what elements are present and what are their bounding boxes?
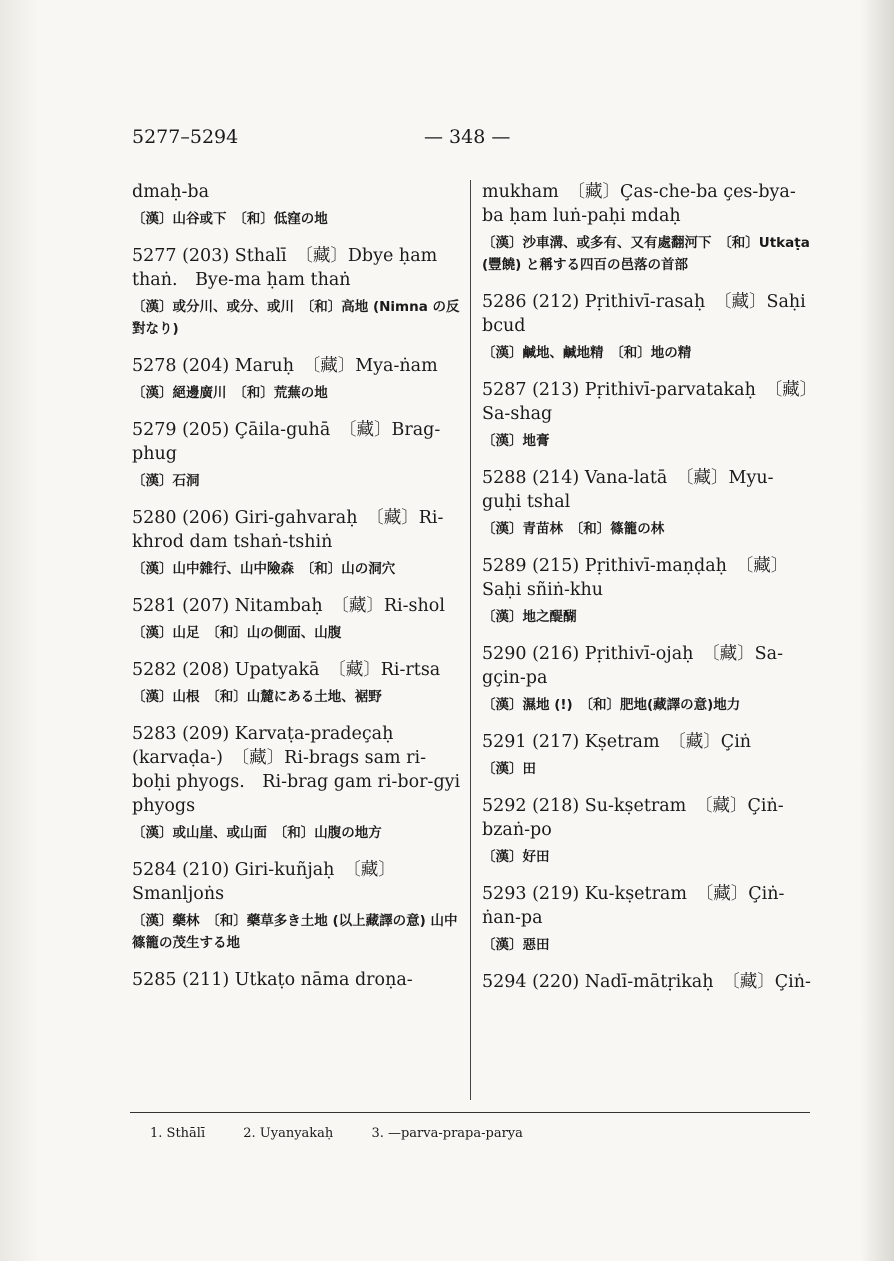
dictionary-entry — [482, 466, 812, 540]
entry-translation: 〔漢〕惡田 — [482, 937, 550, 953]
entry-gap — [482, 364, 812, 378]
entry-gap — [482, 628, 812, 642]
dictionary-entry — [482, 378, 812, 452]
footnote-2: 2. Uyanyakaḥ — [243, 1126, 334, 1141]
entry-headword: 5294 (220) Nadī-mātṛikaḥ 〔藏〕Çiṅ- — [482, 972, 811, 992]
entry-headword: 5291 (217) Kṣetram 〔藏〕Çiṅ — [482, 732, 752, 752]
entry-headword: 5288 (214) Vana-latā 〔藏〕Myu-guḥi tshal — [482, 468, 774, 512]
page-header — [132, 126, 812, 156]
entry-headword: 5293 (219) Ku-kṣetram 〔藏〕Çiṅ-ṅan-pa — [482, 884, 785, 928]
dictionary-entry — [132, 722, 462, 844]
entry-gap — [482, 780, 812, 794]
footnotes — [150, 1126, 810, 1141]
entry-gap — [482, 956, 812, 970]
dictionary-entry — [132, 968, 462, 992]
entry-gap — [482, 540, 812, 554]
entry-translation: 〔漢〕地之醍醐 — [482, 609, 577, 625]
dictionary-entry — [132, 354, 462, 404]
entry-translation: 〔漢〕青苗林 〔和〕篠籠の林 — [482, 521, 665, 537]
entry-translation: 〔漢〕藥林 〔和〕藥草多き土地 (以上藏譯の意) 山中篠籠の茂生する地 — [132, 913, 458, 951]
entry-gap — [482, 452, 812, 466]
entry-headword: 5292 (218) Su-kṣetram 〔藏〕Çiṅ-bzaṅ-po — [482, 796, 784, 840]
entry-headword: 5280 (206) Giri-gahvaraḥ 〔藏〕Ri-khrod dam tshaṅ-tshiṅ — [132, 508, 444, 552]
entry-headword: 5283 (209) Karvaṭa-pradeçaḥ (karvaḍa-) 〔藏〕Ri-brags sam ri-boḥi phyogs. Ri-brag gam ri-bor-gyi phyogs — [132, 724, 461, 816]
dictionary-entry — [132, 418, 462, 492]
dictionary-entry — [482, 730, 812, 780]
entry-gap — [482, 276, 812, 290]
entry-gap — [132, 954, 462, 968]
entry-translation: 〔漢〕或山崖、或山面 〔和〕山腹の地方 — [132, 825, 382, 841]
entry-range: 5277–5294 — [132, 126, 239, 148]
entry-gap — [482, 868, 812, 882]
entry-gap — [132, 404, 462, 418]
dictionary-entry — [482, 970, 812, 994]
dictionary-entry — [132, 180, 462, 230]
entry-gap — [132, 844, 462, 858]
entry-gap — [132, 230, 462, 244]
entry-gap — [132, 644, 462, 658]
entry-translation: 〔漢〕鹹地、鹹地精 〔和〕地の精 — [482, 345, 692, 361]
entry-headword: mukham 〔藏〕Ças-che-ba çes-bya-ba ḥam luṅ-paḥi mdaḥ — [482, 182, 796, 226]
entry-gap — [132, 492, 462, 506]
footnote-3: 3. —parva-prapa-parya — [371, 1126, 523, 1141]
entry-gap — [132, 340, 462, 354]
entry-translation: 〔漢〕好田 — [482, 849, 550, 865]
dictionary-entry — [132, 244, 462, 340]
entry-translation: 〔漢〕山根 〔和〕山麓にある土地、裾野 — [132, 689, 382, 705]
left-column — [132, 180, 462, 992]
dictionary-entry — [482, 554, 812, 628]
entry-headword: 5286 (212) Pṛithivī-rasaḥ 〔藏〕Saḥi bcud — [482, 292, 806, 336]
entry-headword: dmaḥ-ba — [132, 182, 210, 202]
column-divider — [470, 180, 471, 1100]
dictionary-entry — [132, 594, 462, 644]
right-column — [482, 180, 812, 994]
entry-headword: 5278 (204) Maruḥ 〔藏〕Mya-ṅam — [132, 356, 438, 376]
entry-translation: 〔漢〕沙車溝、或多有、又有處翻河下 〔和〕Utkaṭa (豐饒) と稱する四百の邑落の首部 — [482, 235, 810, 273]
entry-headword: 5282 (208) Upatyakā 〔藏〕Ri-rtsa — [132, 660, 441, 680]
entry-gap — [132, 580, 462, 594]
entry-translation: 〔漢〕田 — [482, 761, 536, 777]
dictionary-entry — [132, 506, 462, 580]
entry-translation: 〔漢〕或分川、或分、或川 〔和〕高地 (Nimna の反對なり) — [132, 299, 460, 337]
dictionary-entry — [132, 858, 462, 954]
page-number: — 348 — — [424, 126, 511, 148]
entry-headword: 5285 (211) Utkaṭo nāma droṇa- — [132, 970, 413, 990]
footnote-rule — [130, 1112, 810, 1113]
entry-headword: 5287 (213) Pṛithivī-parvatakaḥ 〔藏〕Sa-shag — [482, 380, 809, 424]
entry-gap — [482, 716, 812, 730]
dictionary-entry — [482, 642, 812, 716]
footnote-1: 1. Sthālī — [150, 1126, 206, 1141]
entry-translation: 〔漢〕山谷或下 〔和〕低窪の地 — [132, 211, 328, 227]
dictionary-entry — [482, 882, 812, 956]
entry-translation: 〔漢〕絕邊廣川 〔和〕荒蕪の地 — [132, 385, 328, 401]
dictionary-entry — [132, 658, 462, 708]
entry-translation: 〔漢〕山足 〔和〕山の側面、山腹 — [132, 625, 342, 641]
entry-headword: 5277 (203) Sthalī 〔藏〕Dbye ḥam thaṅ. Bye-ma ḥam thaṅ — [132, 246, 438, 290]
entry-headword: 5289 (215) Pṛithivī-maṇḍaḥ 〔藏〕Saḥi sñiṅ-khu — [482, 556, 789, 600]
dictionary-entry — [482, 794, 812, 868]
entry-translation: 〔漢〕山中雜行、山中險森 〔和〕山の洞穴 — [132, 561, 396, 577]
entry-headword: 5290 (216) Pṛithivī-ojaḥ 〔藏〕Sa-gçin-pa — [482, 644, 784, 688]
entry-translation: 〔漢〕石洞 — [132, 473, 200, 489]
entry-gap — [132, 708, 462, 722]
entry-headword: 5279 (205) Çāila-guhā 〔藏〕Brag-phug — [132, 420, 441, 464]
dictionary-entry — [482, 290, 812, 364]
entry-headword: 5284 (210) Giri-kuñjaḥ 〔藏〕Smanljoṅs — [132, 860, 396, 904]
entry-headword: 5281 (207) Nitambaḥ 〔藏〕Ri-shol — [132, 596, 445, 616]
dictionary-entry — [482, 180, 812, 276]
entry-translation: 〔漢〕濕地 (!) 〔和〕肥地(藏譯の意)地力 — [482, 697, 741, 713]
entry-translation: 〔漢〕地膏 — [482, 433, 550, 449]
